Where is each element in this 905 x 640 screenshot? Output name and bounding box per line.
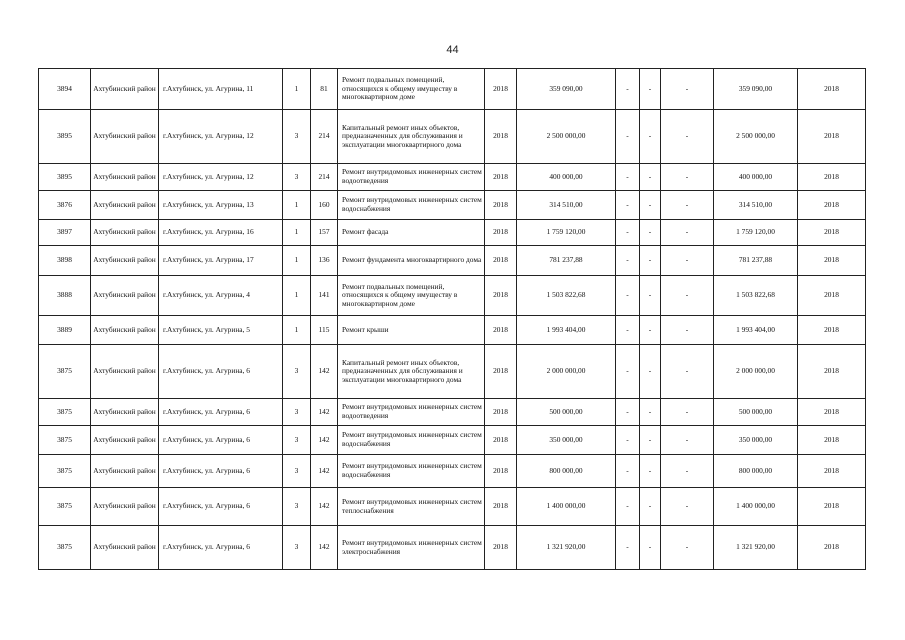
row-dash-2: -: [640, 69, 661, 110]
row-year: 2018: [485, 246, 517, 276]
row-id: 3898: [39, 246, 91, 276]
row-sections: 3: [283, 345, 311, 399]
row-year: 2018: [485, 426, 517, 455]
row-year-end: 2018: [798, 276, 866, 316]
row-district: Ахтубинский район: [91, 426, 159, 455]
row-id: 3895: [39, 110, 91, 164]
row-district: Ахтубинский район: [91, 110, 159, 164]
row-dash-2: -: [640, 191, 661, 220]
row-work-type: Ремонт внутридомовых инженерных систем водоотведения: [338, 164, 485, 191]
row-year: 2018: [485, 316, 517, 345]
row-address: г.Ахтубинск, ул. Агурина, 6: [159, 526, 283, 570]
row-id: 3894: [39, 69, 91, 110]
row-dash-1: -: [616, 69, 640, 110]
row-apartments: 141: [311, 276, 338, 316]
row-district: Ахтубинский район: [91, 191, 159, 220]
row-year: 2018: [485, 191, 517, 220]
row-dash-1: -: [616, 164, 640, 191]
row-total: 800 000,00: [714, 455, 798, 488]
row-sections: 1: [283, 191, 311, 220]
row-cost: 1 321 920,00: [517, 526, 616, 570]
row-work-type: Капитальный ремонт иных объектов, предназначенных для обслуживания и эксплуатации многоквартирного дома: [338, 110, 485, 164]
row-total: 400 000,00: [714, 164, 798, 191]
row-sections: 3: [283, 426, 311, 455]
row-work-type: Ремонт внутридомовых инженерных систем теплоснабжения: [338, 488, 485, 526]
row-year: 2018: [485, 220, 517, 246]
table-row: [39, 110, 866, 164]
row-address: г.Ахтубинск, ул. Агурина, 6: [159, 455, 283, 488]
table-row: [39, 164, 866, 191]
row-dash-2: -: [640, 276, 661, 316]
row-work-type: Ремонт подвальных помещений, относящихся к общему имуществу в многоквартирном доме: [338, 69, 485, 110]
row-dash-1: -: [616, 488, 640, 526]
row-dash-1: -: [616, 345, 640, 399]
row-id: 3889: [39, 316, 91, 345]
row-dash-2: -: [640, 164, 661, 191]
table-row: [39, 526, 866, 570]
row-work-type: Ремонт подвальных помещений, относящихся к общему имуществу в многоквартирном доме: [338, 276, 485, 316]
row-total: 359 090,00: [714, 69, 798, 110]
row-address: г.Ахтубинск, ул. Агурина, 11: [159, 69, 283, 110]
row-address: г.Ахтубинск, ул. Агурина, 16: [159, 220, 283, 246]
row-district: Ахтубинский район: [91, 455, 159, 488]
row-sections: 3: [283, 399, 311, 426]
row-district: Ахтубинский район: [91, 69, 159, 110]
row-sections: 3: [283, 488, 311, 526]
row-cost: 781 237,88: [517, 246, 616, 276]
row-sections: 3: [283, 164, 311, 191]
row-work-type: Ремонт внутридомовых инженерных систем водоснабжения: [338, 455, 485, 488]
row-dash-2: -: [640, 345, 661, 399]
table-row: [39, 191, 866, 220]
row-district: Ахтубинский район: [91, 488, 159, 526]
row-dash-2: -: [640, 220, 661, 246]
row-dash-1: -: [616, 426, 640, 455]
row-work-type: Ремонт фасада: [338, 220, 485, 246]
row-cost: 800 000,00: [517, 455, 616, 488]
table-row: [39, 246, 866, 276]
row-year: 2018: [485, 69, 517, 110]
row-cost: 2 000 000,00: [517, 345, 616, 399]
row-id: 3875: [39, 488, 91, 526]
row-dash-2: -: [640, 488, 661, 526]
row-apartments: 81: [311, 69, 338, 110]
row-year: 2018: [485, 399, 517, 426]
row-work-type: Капитальный ремонт иных объектов, предназначенных для обслуживания и эксплуатации многоквартирного дома: [338, 345, 485, 399]
row-id: 3888: [39, 276, 91, 316]
row-dash-1: -: [616, 455, 640, 488]
row-year-end: 2018: [798, 345, 866, 399]
row-total: 1 400 000,00: [714, 488, 798, 526]
table-row: [39, 345, 866, 399]
row-year-end: 2018: [798, 426, 866, 455]
row-address: г.Ахтубинск, ул. Агурина, 12: [159, 164, 283, 191]
row-year: 2018: [485, 164, 517, 191]
row-dash-1: -: [616, 246, 640, 276]
row-sections: 3: [283, 526, 311, 570]
row-district: Ахтубинский район: [91, 246, 159, 276]
row-year: 2018: [485, 488, 517, 526]
row-sections: 3: [283, 110, 311, 164]
row-district: Ахтубинский район: [91, 399, 159, 426]
row-dash-3: -: [661, 110, 714, 164]
row-district: Ахтубинский район: [91, 345, 159, 399]
row-dash-3: -: [661, 191, 714, 220]
table-row: [39, 69, 866, 110]
row-year: 2018: [485, 345, 517, 399]
row-year-end: 2018: [798, 220, 866, 246]
row-dash-3: -: [661, 164, 714, 191]
row-district: Ахтубинский район: [91, 220, 159, 246]
row-dash-1: -: [616, 191, 640, 220]
row-id: 3875: [39, 526, 91, 570]
row-district: Ахтубинский район: [91, 276, 159, 316]
row-year: 2018: [485, 526, 517, 570]
repair-schedule-table: [38, 68, 866, 570]
row-id: 3895: [39, 164, 91, 191]
row-address: г.Ахтубинск, ул. Агурина, 6: [159, 426, 283, 455]
row-total: 314 510,00: [714, 191, 798, 220]
row-cost: 400 000,00: [517, 164, 616, 191]
row-apartments: 214: [311, 110, 338, 164]
row-cost: 1 503 822,68: [517, 276, 616, 316]
row-cost: 359 090,00: [517, 69, 616, 110]
row-year-end: 2018: [798, 399, 866, 426]
table-row: [39, 426, 866, 455]
row-total: 1 503 822,68: [714, 276, 798, 316]
table-row: [39, 220, 866, 246]
row-id: 3875: [39, 345, 91, 399]
row-dash-3: -: [661, 220, 714, 246]
row-total: 2 500 000,00: [714, 110, 798, 164]
row-year-end: 2018: [798, 316, 866, 345]
row-dash-2: -: [640, 399, 661, 426]
row-dash-2: -: [640, 455, 661, 488]
row-address: г.Ахтубинск, ул. Агурина, 17: [159, 246, 283, 276]
row-apartments: 142: [311, 399, 338, 426]
row-address: г.Ахтубинск, ул. Агурина, 5: [159, 316, 283, 345]
row-year-end: 2018: [798, 246, 866, 276]
row-sections: 1: [283, 276, 311, 316]
row-dash-1: -: [616, 110, 640, 164]
row-apartments: 115: [311, 316, 338, 345]
row-apartments: 142: [311, 526, 338, 570]
row-dash-1: -: [616, 220, 640, 246]
row-district: Ахтубинский район: [91, 316, 159, 345]
row-apartments: 142: [311, 426, 338, 455]
row-sections: 1: [283, 220, 311, 246]
row-dash-2: -: [640, 110, 661, 164]
row-dash-2: -: [640, 426, 661, 455]
row-cost: 350 000,00: [517, 426, 616, 455]
table-row: [39, 276, 866, 316]
row-dash-3: -: [661, 426, 714, 455]
row-dash-3: -: [661, 316, 714, 345]
row-year-end: 2018: [798, 526, 866, 570]
page-number: 44: [446, 44, 459, 56]
row-cost: 1 759 120,00: [517, 220, 616, 246]
row-apartments: 160: [311, 191, 338, 220]
row-dash-3: -: [661, 246, 714, 276]
row-dash-3: -: [661, 455, 714, 488]
row-address: г.Ахтубинск, ул. Агурина, 12: [159, 110, 283, 164]
table-row: [39, 488, 866, 526]
row-year: 2018: [485, 110, 517, 164]
row-year-end: 2018: [798, 455, 866, 488]
row-id: 3875: [39, 455, 91, 488]
row-total: 781 237,88: [714, 246, 798, 276]
row-total: 1 759 120,00: [714, 220, 798, 246]
row-work-type: Ремонт внутридомовых инженерных систем электроснабжения: [338, 526, 485, 570]
row-year: 2018: [485, 455, 517, 488]
row-total: 350 000,00: [714, 426, 798, 455]
row-total: 1 993 404,00: [714, 316, 798, 345]
row-apartments: 142: [311, 488, 338, 526]
table-body: [39, 69, 866, 570]
row-dash-2: -: [640, 246, 661, 276]
row-dash-3: -: [661, 399, 714, 426]
row-id: 3897: [39, 220, 91, 246]
row-district: Ахтубинский район: [91, 526, 159, 570]
table-row: [39, 316, 866, 345]
row-total: 500 000,00: [714, 399, 798, 426]
row-year-end: 2018: [798, 164, 866, 191]
row-apartments: 136: [311, 246, 338, 276]
row-dash-3: -: [661, 526, 714, 570]
row-dash-1: -: [616, 276, 640, 316]
row-sections: 1: [283, 246, 311, 276]
row-year-end: 2018: [798, 69, 866, 110]
row-address: г.Ахтубинск, ул. Агурина, 4: [159, 276, 283, 316]
row-cost: 2 500 000,00: [517, 110, 616, 164]
row-work-type: Ремонт фундамента многоквартирного дома: [338, 246, 485, 276]
table-row: [39, 399, 866, 426]
row-work-type: Ремонт внутридомовых инженерных систем водоснабжения: [338, 191, 485, 220]
row-year-end: 2018: [798, 191, 866, 220]
row-cost: 314 510,00: [517, 191, 616, 220]
row-sections: 3: [283, 455, 311, 488]
row-dash-2: -: [640, 526, 661, 570]
row-dash-3: -: [661, 69, 714, 110]
row-cost: 500 000,00: [517, 399, 616, 426]
row-dash-1: -: [616, 399, 640, 426]
row-address: г.Ахтубинск, ул. Агурина, 6: [159, 399, 283, 426]
row-dash-3: -: [661, 276, 714, 316]
row-year: 2018: [485, 276, 517, 316]
row-dash-1: -: [616, 316, 640, 345]
row-apartments: 142: [311, 455, 338, 488]
row-cost: 1 400 000,00: [517, 488, 616, 526]
row-id: 3876: [39, 191, 91, 220]
row-address: г.Ахтубинск, ул. Агурина, 13: [159, 191, 283, 220]
row-total: 2 000 000,00: [714, 345, 798, 399]
row-district: Ахтубинский район: [91, 164, 159, 191]
row-sections: 1: [283, 69, 311, 110]
row-work-type: Ремонт внутридомовых инженерных систем водоотведения: [338, 399, 485, 426]
row-cost: 1 993 404,00: [517, 316, 616, 345]
row-address: г.Ахтубинск, ул. Агурина, 6: [159, 488, 283, 526]
row-dash-3: -: [661, 345, 714, 399]
row-apartments: 142: [311, 345, 338, 399]
table-row: [39, 455, 866, 488]
row-work-type: Ремонт крыши: [338, 316, 485, 345]
row-total: 1 321 920,00: [714, 526, 798, 570]
row-id: 3875: [39, 426, 91, 455]
row-sections: 1: [283, 316, 311, 345]
row-id: 3875: [39, 399, 91, 426]
row-dash-3: -: [661, 488, 714, 526]
row-apartments: 214: [311, 164, 338, 191]
row-apartments: 157: [311, 220, 338, 246]
row-dash-1: -: [616, 526, 640, 570]
row-work-type: Ремонт внутридомовых инженерных систем водоснабжения: [338, 426, 485, 455]
row-address: г.Ахтубинск, ул. Агурина, 6: [159, 345, 283, 399]
row-year-end: 2018: [798, 488, 866, 526]
row-dash-2: -: [640, 316, 661, 345]
row-year-end: 2018: [798, 110, 866, 164]
